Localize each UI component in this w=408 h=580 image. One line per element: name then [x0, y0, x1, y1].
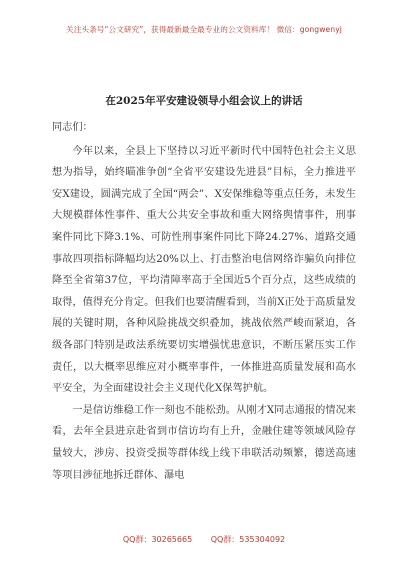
header-banner: 关注头条号“公文研究”，获得最新最全最专业的公文资料库！ 微信：gongwenyj: [66, 25, 342, 34]
footer-qq-group-1: QQ群：30265665: [122, 535, 193, 544]
document-title: 在2025年平安建设领导小组会议上的讲话: [105, 95, 303, 107]
salutation: 同志们：: [52, 122, 93, 133]
document-body: [52, 117, 356, 486]
paragraph-1: 今年以来，全县上下坚持以习近平新时代中国特色社会主义思想为指导，始终瞄准争创“全省平安建设先进县”目标，全力推进平安X建设，圆满完成了全国“两会”、X安保维稳等重点任务，未发生大规模群体性事件、重大公共安全事故和重大网络舆情事件，刑事案件同比下降3.1%、可防性刑事案件同比下降24.27%、道路交通事故四项指标降幅均达20%以上、打击整治电信网络诈骗负向排位降至全省第37位，平均清障率高于全国近5个百分点，这些成绩的取得，值得充分肯定。但我们也要清醒看到，当前X正处于高质量发展的关键时期，各种风险挑战交织叠加，挑战依然严峻而紧迫，各级各部门特别是政法系统要切实增强忧患意识，不断压紧压实工作责任，以大概率思维应对小概率事件，一体推进高质量发展和高水平安全，为全面建设社会主义现代化X保驾护航。: [52, 145, 356, 395]
footer-contacts: [0, 534, 408, 545]
paragraph-2: 一是信访维稳工作一刻也不能松劲。从刚才X同志通报的情况来看，去年全县进京赴省到市信访均有上升，金融住建等领域风险存量较大，涉房、投资受损等群体线上线下串联活动频繁，德送高速等项目涉征地拆迁群体、瀑电: [52, 404, 356, 481]
footer-qq-group-2: QQ群：535304092: [210, 535, 286, 544]
